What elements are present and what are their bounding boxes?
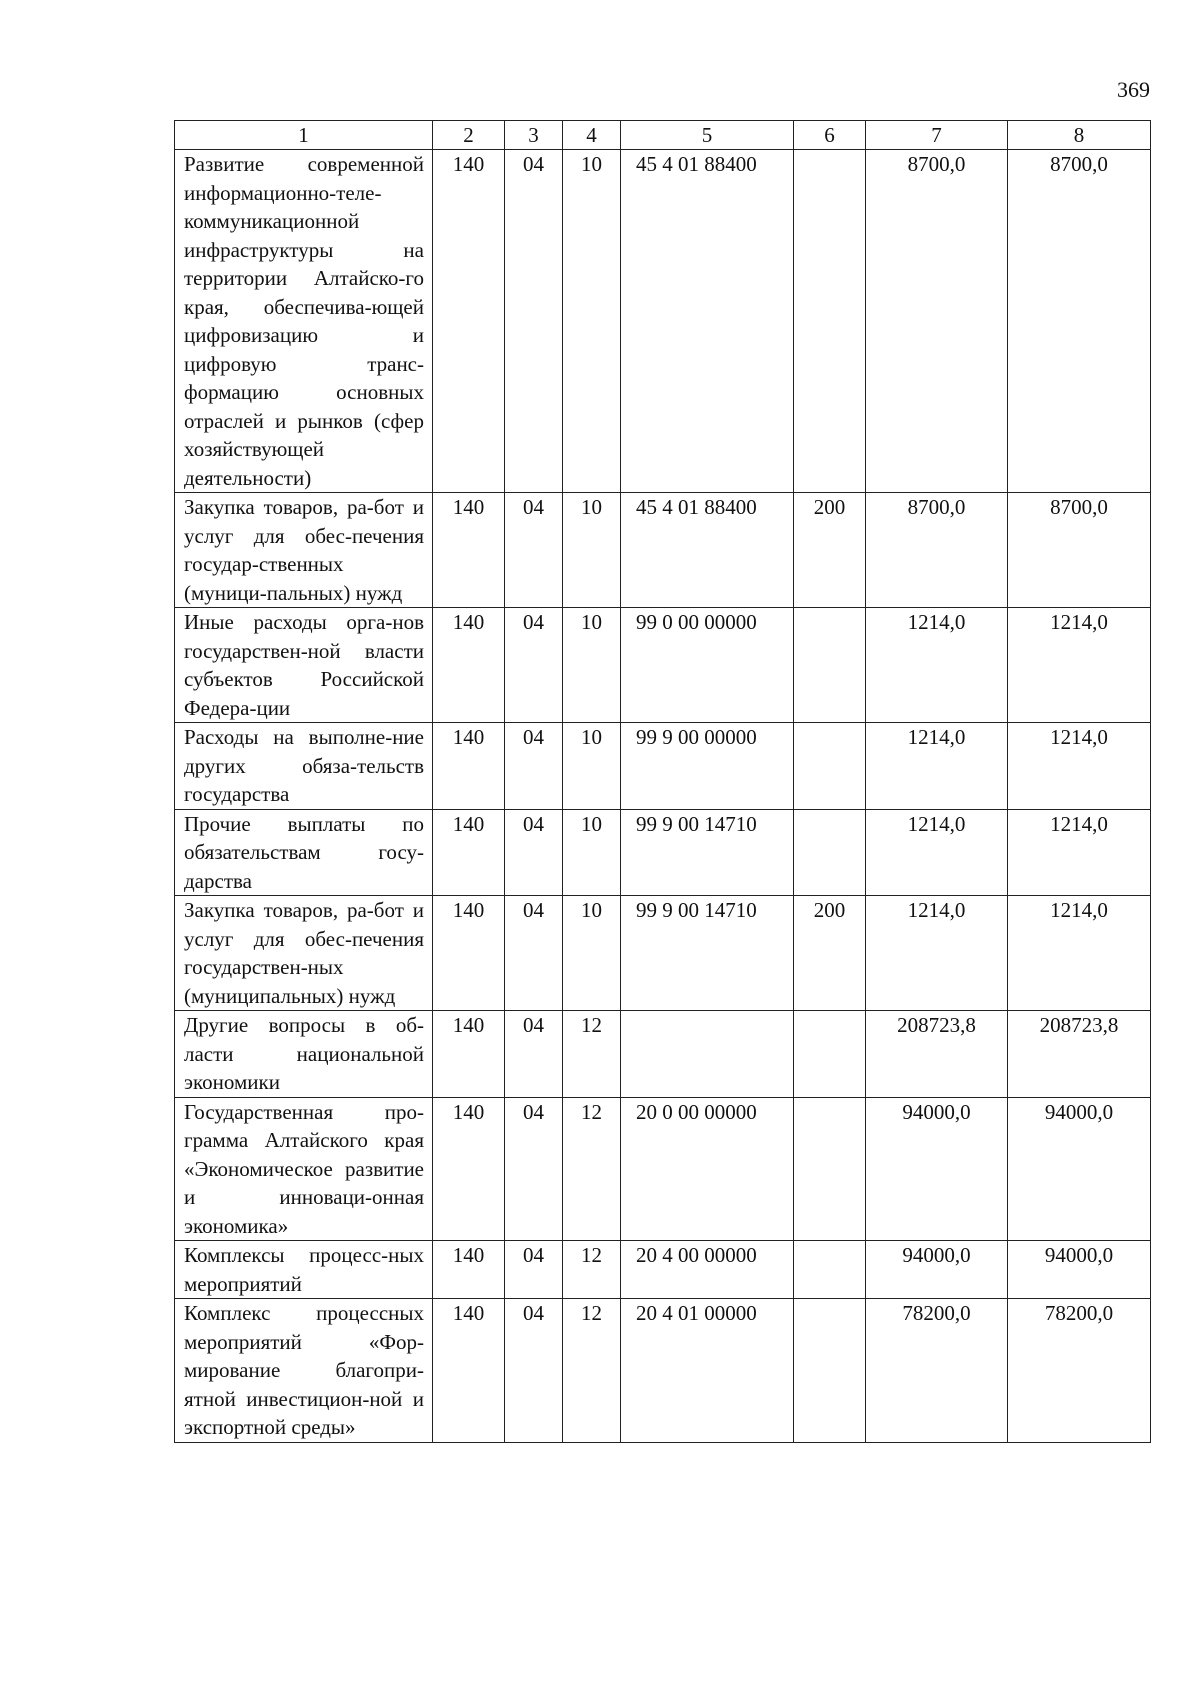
column-header-5: 5 [621,121,794,150]
table-row [175,1097,1151,1241]
row-subsection: 10 [563,896,621,1011]
row-section: 04 [505,1299,563,1443]
row-subsection: 10 [563,809,621,896]
row-subsection: 10 [563,608,621,723]
table-header [175,121,1151,150]
row-expense-type [794,150,866,493]
row-sum-2: 8700,0 [1008,493,1151,608]
row-section: 04 [505,493,563,608]
table-row [175,1241,1151,1299]
column-header-7: 7 [866,121,1008,150]
column-header-6: 6 [794,121,866,150]
row-sum-1: 94000,0 [866,1097,1008,1241]
row-section: 04 [505,1097,563,1241]
row-sum-2: 8700,0 [1008,150,1151,493]
row-expense-type: 200 [794,493,866,608]
row-target-code [621,1011,794,1098]
row-name: Комплексы процесс-ных мероприятий [175,1241,433,1299]
row-name: Прочие выплаты по обязательствам госу-дарства [175,809,433,896]
column-header-8: 8 [1008,121,1151,150]
row-target-code: 20 4 01 00000 [621,1299,794,1443]
row-section: 04 [505,896,563,1011]
row-subsection: 10 [563,723,621,810]
table-row [175,608,1151,723]
column-header-3: 3 [505,121,563,150]
row-target-code: 99 9 00 14710 [621,896,794,1011]
row-ministry: 140 [433,1011,505,1098]
row-name: Иные расходы орга-нов государствен-ной власти субъектов Российской Федера-ции [175,608,433,723]
table-row [175,809,1151,896]
column-header-4: 4 [563,121,621,150]
row-subsection: 12 [563,1011,621,1098]
row-target-code: 20 4 00 00000 [621,1241,794,1299]
row-ministry: 140 [433,809,505,896]
row-sum-2: 1214,0 [1008,723,1151,810]
row-sum-1: 8700,0 [866,150,1008,493]
row-section: 04 [505,608,563,723]
row-name: Другие вопросы в об-ласти национальной экономики [175,1011,433,1098]
row-sum-2: 1214,0 [1008,896,1151,1011]
table-row [175,1011,1151,1098]
row-sum-2: 94000,0 [1008,1097,1151,1241]
table-row [175,150,1151,493]
row-target-code: 20 0 00 00000 [621,1097,794,1241]
row-sum-2: 94000,0 [1008,1241,1151,1299]
row-target-code: 99 0 00 00000 [621,608,794,723]
page-number: 369 [1117,77,1150,102]
row-expense-type [794,723,866,810]
row-sum-1: 1214,0 [866,723,1008,810]
row-ministry: 140 [433,608,505,723]
row-ministry: 140 [433,493,505,608]
row-expense-type [794,1097,866,1241]
row-section: 04 [505,150,563,493]
row-sum-1: 78200,0 [866,1299,1008,1443]
row-sum-2: 78200,0 [1008,1299,1151,1443]
row-name: Комплекс процессных мероприятий «Фор-мирование благопри-ятной инвестицион-ной и экспортной среды» [175,1299,433,1443]
row-ministry: 140 [433,1097,505,1241]
row-expense-type [794,809,866,896]
row-sum-1: 8700,0 [866,493,1008,608]
row-target-code: 99 9 00 00000 [621,723,794,810]
header-row [175,121,1151,150]
row-subsection: 12 [563,1241,621,1299]
row-subsection: 10 [563,493,621,608]
row-section: 04 [505,1241,563,1299]
row-section: 04 [505,723,563,810]
row-sum-2: 1214,0 [1008,809,1151,896]
row-name: Закупка товаров, ра-бот и услуг для обес-печения государ-ственных (муници-пальных) нужд [175,493,433,608]
row-expense-type: 200 [794,896,866,1011]
row-expense-type [794,1241,866,1299]
row-target-code: 45 4 01 88400 [621,493,794,608]
column-header-1: 1 [175,121,433,150]
row-subsection: 12 [563,1299,621,1443]
row-ministry: 140 [433,896,505,1011]
row-target-code: 45 4 01 88400 [621,150,794,493]
row-sum-2: 1214,0 [1008,608,1151,723]
row-section: 04 [505,1011,563,1098]
row-sum-2: 208723,8 [1008,1011,1151,1098]
row-ministry: 140 [433,150,505,493]
column-header-2: 2 [433,121,505,150]
row-sum-1: 1214,0 [866,809,1008,896]
table-row [175,723,1151,810]
table-row [175,493,1151,608]
row-subsection: 12 [563,1097,621,1241]
row-name: Развитие современной информационно-теле-коммуникационной инфраструктуры на территории Алтайско-го края, обеспечива-ющей цифровизацию и цифровую транс-формацию основных отраслей и рынков (сфер хозяйствующей деятельности) [175,150,433,493]
table-body [175,150,1151,1443]
row-expense-type [794,1299,866,1443]
row-sum-1: 1214,0 [866,608,1008,723]
table-row [175,1299,1151,1443]
row-sum-1: 1214,0 [866,896,1008,1011]
budget-table [174,120,1151,1443]
row-name: Закупка товаров, ра-бот и услуг для обес-печения государствен-ных (муниципальных) нужд [175,896,433,1011]
row-expense-type [794,608,866,723]
row-ministry: 140 [433,1299,505,1443]
row-ministry: 140 [433,723,505,810]
row-target-code: 99 9 00 14710 [621,809,794,896]
row-ministry: 140 [433,1241,505,1299]
row-subsection: 10 [563,150,621,493]
table-row [175,896,1151,1011]
row-name: Государственная про-грамма Алтайского края «Экономическое развитие и инноваци-онная экономика» [175,1097,433,1241]
row-sum-1: 208723,8 [866,1011,1008,1098]
row-name: Расходы на выполне-ние других обяза-тельств государства [175,723,433,810]
row-section: 04 [505,809,563,896]
row-expense-type [794,1011,866,1098]
row-sum-1: 94000,0 [866,1241,1008,1299]
